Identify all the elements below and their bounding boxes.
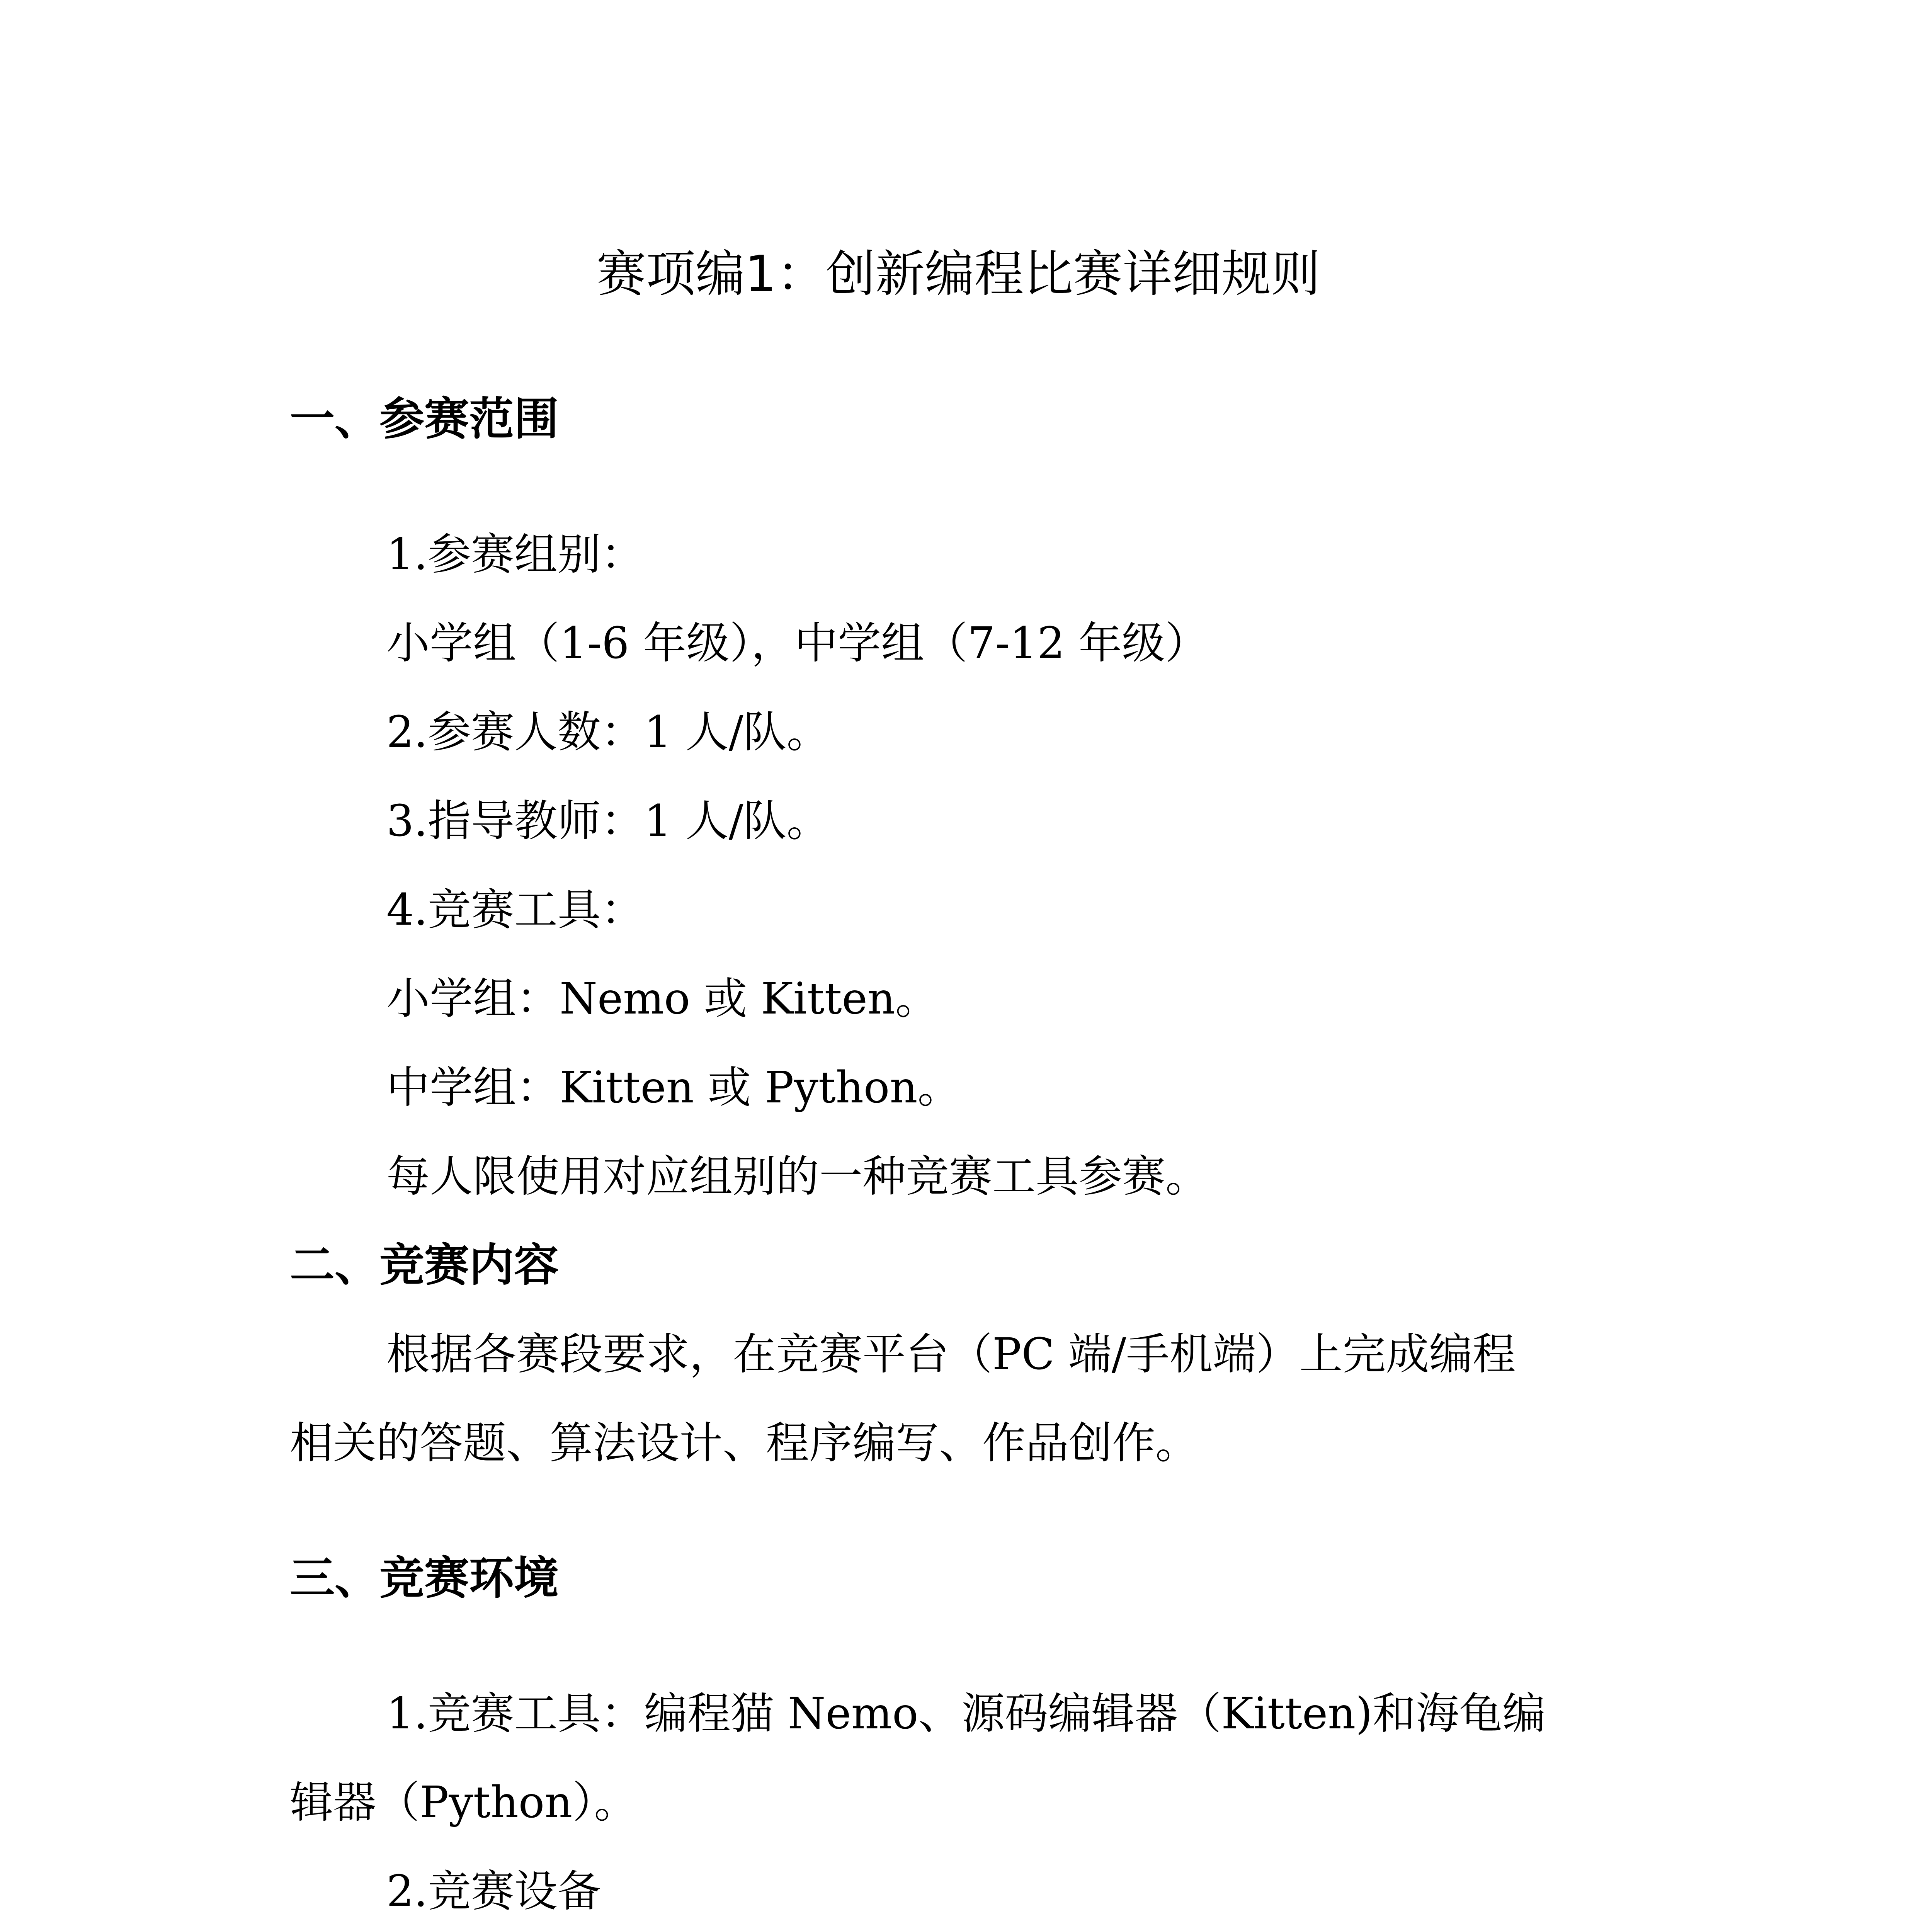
paragraph-line: 每人限使用对应组别的一种竞赛工具参赛。 <box>386 1151 1209 1202</box>
section-heading-scope: 一、参赛范围 <box>290 393 559 445</box>
paragraph-line: 小学组（1-6 年级），中学组（7-12 年级） <box>386 618 1209 668</box>
paragraph-line: 根据各赛段要求，在竞赛平台（PC 端/手机端）上完成编程 <box>386 1329 1516 1379</box>
paragraph-line: 相关的答题、算法设计、程序编写、作品创作。 <box>290 1418 1199 1468</box>
paragraph-line: 2.参赛人数：1 人/队。 <box>386 707 830 757</box>
paragraph-line: 小学组：Nemo 或 Kitten。 <box>386 974 939 1024</box>
paragraph-line: 1.竞赛工具：编程猫 Nemo、源码编辑器（Kitten)和海龟编 <box>386 1689 1546 1739</box>
paragraph-line: 辑器（Python）。 <box>290 1777 638 1828</box>
paragraph-line: 4.竞赛工具： <box>386 885 644 935</box>
paragraph-line: 2.竞赛设备 <box>386 1866 601 1917</box>
paragraph-line: 1.参赛组别： <box>386 529 644 580</box>
section-heading-content: 二、竞赛内容 <box>290 1239 559 1291</box>
section-heading-environment: 三、竞赛环境 <box>290 1552 559 1604</box>
paragraph-line: 3.指导教师：1 人/队。 <box>386 796 830 846</box>
paragraph-line: 中学组：Kitten 或 Python。 <box>386 1063 961 1113</box>
page-title: 赛项编1：创新编程比赛详细规则 <box>596 245 1321 303</box>
